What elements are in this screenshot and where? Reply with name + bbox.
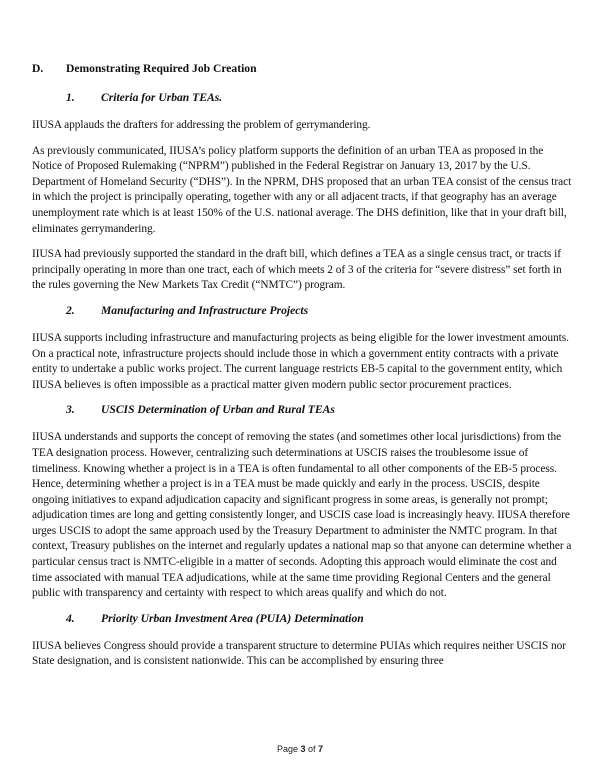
subsection-heading-criteria-urban-teas	[66, 91, 572, 105]
subsection-title: Priority Urban Investment Area (PUIA) Determination	[101, 611, 364, 625]
paragraph: IIUSA understands and supports the concept of removing the states (and sometimes other local jurisdictions) from the TEA designation process. However, centralizing such determinations at USCIS raises the troublesome issue of timeliness. Knowing whether a project is in a TEA is often fundamental to all other components of the EB-5 process. Hence, determining whether a project is in a TEA must be made quickly and early in the process. USCIS, despite ongoing initiatives to expand adjudication capacity and significant progress in some areas, is generally not prompt; adjudication times are long and getting consistently longer, and USCIS case load is increasingly heavy. IIUSA therefore urges USCIS to adopt the same approach used by the Treasury Department to administer the NMTC program. In that context, Treasury publishes on the internet and regularly updates a national map so that anyone can determine whether a particular census tract is NMTC-eligible in a matter of seconds. Adopting this approach would eliminate the cost and time associated with manual TEA adjudications, while at the same time providing Regional Centers and the general public with transparency and certainty with respect to which areas qualify and which do not.	[32, 431, 572, 600]
subsection-heading-puia-determination	[66, 612, 572, 626]
page-separator: of	[305, 744, 319, 754]
current-page-number: 3	[300, 744, 306, 754]
subsection-number: 4.	[66, 611, 75, 625]
section-number: D.	[32, 62, 44, 75]
subsection-title: Criteria for Urban TEAs.	[101, 91, 223, 104]
document-page	[32, 62, 572, 680]
page-footer	[0, 744, 600, 754]
total-page-count: 7	[318, 744, 324, 754]
paragraph: IIUSA had previously supported the standard in the draft bill, which defines a TEA as a single census tract, or tracts if principally operating in more than one tract, each of which meets 2 of 3 of the criteria for “severe distress” set forth in the rules governing the New Markets Tax Credit (“NMTC”) program.	[32, 248, 562, 292]
subsection-heading-uscis-determination	[66, 403, 572, 417]
subsection-number: 2.	[66, 303, 75, 317]
paragraph: IIUSA believes Congress should provide a transparent structure to determine PUIAs which requires neither USCIS nor State designation, and is consistent nationwide. This can be accomplished by ensuring three	[32, 639, 566, 668]
section-title: Demonstrating Required Job Creation	[66, 62, 257, 75]
paragraph: IIUSA supports including infrastructure and manufacturing projects as being eligible for the lower investment amounts. On a practical note, infrastructure projects should include those in which a government entity contracts with a private entity to undertake a public works project. The current language restricts EB-5 capital to the government entity, which IIUSA believes is often impossible as a practical matter given modern public sector procurement practices.	[32, 331, 569, 391]
paragraph: As previously communicated, IIUSA’s policy platform supports the definition of an urban TEA as proposed in the Notice of Proposed Rulemaking (“NPRM”) published in the Federal Registrar on January 13, 2017 by the U.S. Department of Homeland Security (“DHS”). In the NPRM, DHS proposed that an urban TEA consist of the census tract in which the project is principally operating, together with any or all adjacent tracts, if that geography has an average unemployment rate which is at least 150% of the U.S. national average. The DHS definition, like that in your draft bill, eliminates gerrymandering.	[32, 144, 572, 235]
subsection-title: Manufacturing and Infrastructure Projects	[101, 303, 309, 317]
subsection-number: 3.	[66, 403, 75, 417]
subsection-heading-manufacturing-infrastructure	[66, 304, 572, 318]
page-label: Page	[276, 744, 301, 754]
subsection-number: 1.	[66, 91, 75, 104]
subsection-title: USCIS Determination of Urban and Rural TEAs	[101, 403, 335, 417]
section-heading	[32, 62, 572, 76]
paragraph: IIUSA applauds the drafters for addressing the problem of gerrymandering.	[32, 119, 371, 131]
